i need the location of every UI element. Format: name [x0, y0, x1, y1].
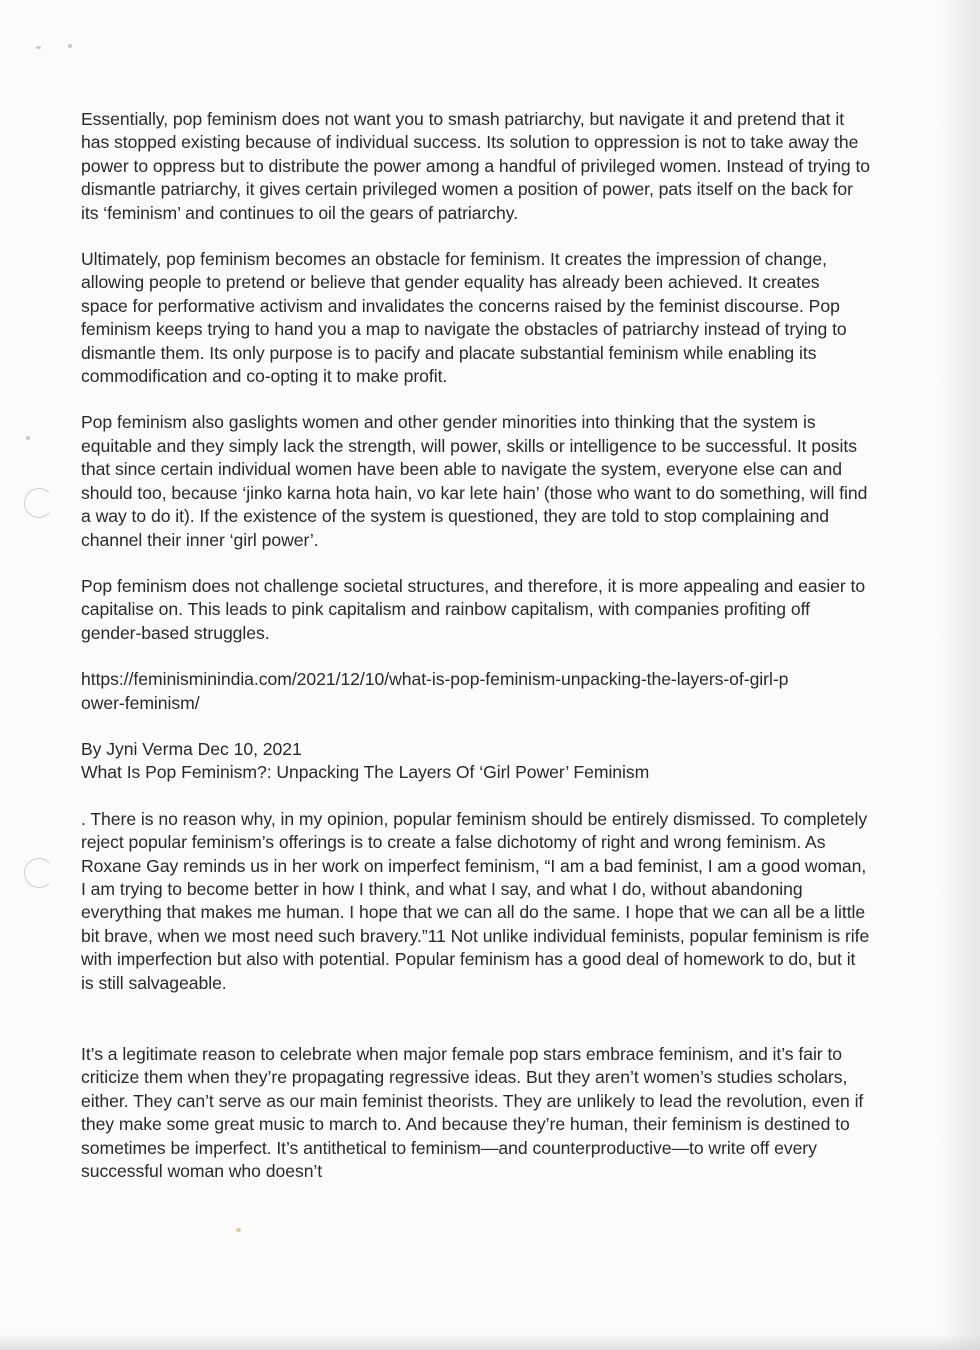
punch-hole-mark [24, 488, 54, 518]
punch-hole-mark [24, 858, 54, 888]
paper-speck [26, 436, 30, 440]
page-edge-shadow-right [938, 0, 980, 1350]
paragraph-ultimately: Ultimately, pop feminism becomes an obstacle for feminism. It creates the impression of change, allowing people to pretend or believe that gender equality has already been achieved. It creates space for performative activism and invalidates the concerns raised by the feminist discourse. Pop feminism keeps trying to hand you a map to navigate the obstacles of patriarchy instead of trying to dismantle them. Its only purpose is to pacify and placate substantial feminism while enabling its commodification and co-opting it to make profit. [81, 249, 847, 387]
article-title: What Is Pop Feminism?: Unpacking The Layers Of ‘Girl Power’ Feminism [81, 762, 650, 783]
paper-speck [36, 46, 41, 49]
paragraph-roxane-gay-quote: . There is no reason why, in my opinion, popular feminism should be entirely dismissed. To completely reject popular feminism’s offerings is to create a false dichotomy of right and wrong feminism. As Roxane Gay reminds us in her work on imperfect feminism, “I am a bad feminist, I am a good woman, I am trying to become better in how I think, and what I say, and what I do, without abandoning everything that makes me human. I hope that we can all do the same. I hope that we can all be a little bit brave, when we most need such bravery.”11 Not unlike individual feminists, popular feminism is rife with imperfection but also with potential. Popular feminism has a good deal of homework to do, but it is still salvageable. [81, 808, 870, 993]
paragraph-essentially: Essentially, pop feminism does not want you to smash patriarchy, but navigate it and pretend that it has stopped existing because of individual success. Its solution to oppression is not to take away the power to oppress but to distribute the power among a handful of privileged women. Instead of trying to dismantle patriarchy, it gives certain privileged women a position of power, pats itself on the back for its ‘feminism’ and continues to oil the gears of patriarchy. [81, 109, 871, 223]
source-url-line-1: https://feminisminindia.com/2021/12/10/what-is-pop-feminism-unpacking-the-layers-of-girl-p [81, 669, 789, 690]
document-body [81, 108, 871, 1183]
page-edge-shadow-bottom [0, 1334, 980, 1350]
paper-speck [68, 44, 72, 48]
paragraph-gaslights: Pop feminism also gaslights women and other gender minorities into thinking that the system is equitable and they simply lack the strength, will power, skills or intelligence to be successful. It posits that since certain individual women have been able to navigate the system, everyone else can and should too, because ‘jinko karna hota hain, vo kar lete hain’ (those who want to do something, will find a way to do it). If the existence of the system is questioned, they are told to stop complaining and channel their inner ‘girl power’. [81, 412, 868, 550]
source-url-line-2: ower-feminism/ [81, 692, 200, 713]
paper-speck [236, 1228, 241, 1232]
paragraph-pop-stars: It’s a legitimate reason to celebrate when major female pop stars embrace feminism, and it’s fair to criticize them when they’re propagating regressive ideas. But they aren’t women’s studies scholars, either. They can’t serve as our main feminist theorists. They are unlikely to lead the revolution, even if they make some great music to march to. And because they’re human, their feminism is destined to sometimes be imperfect. It’s antithetical to feminism—and counterproductive—to write off every successful woman who doesn’t [81, 1044, 864, 1182]
source-url [81, 668, 871, 715]
byline: By Jyni Verma Dec 10, 2021 [81, 738, 302, 759]
paragraph-societal-structures: Pop feminism does not challenge societal structures, and therefore, it is more appealing and easier to capitalise on. This leads to pink capitalism and rainbow capitalism, with companies profiting off gender-based struggles. [81, 575, 866, 643]
